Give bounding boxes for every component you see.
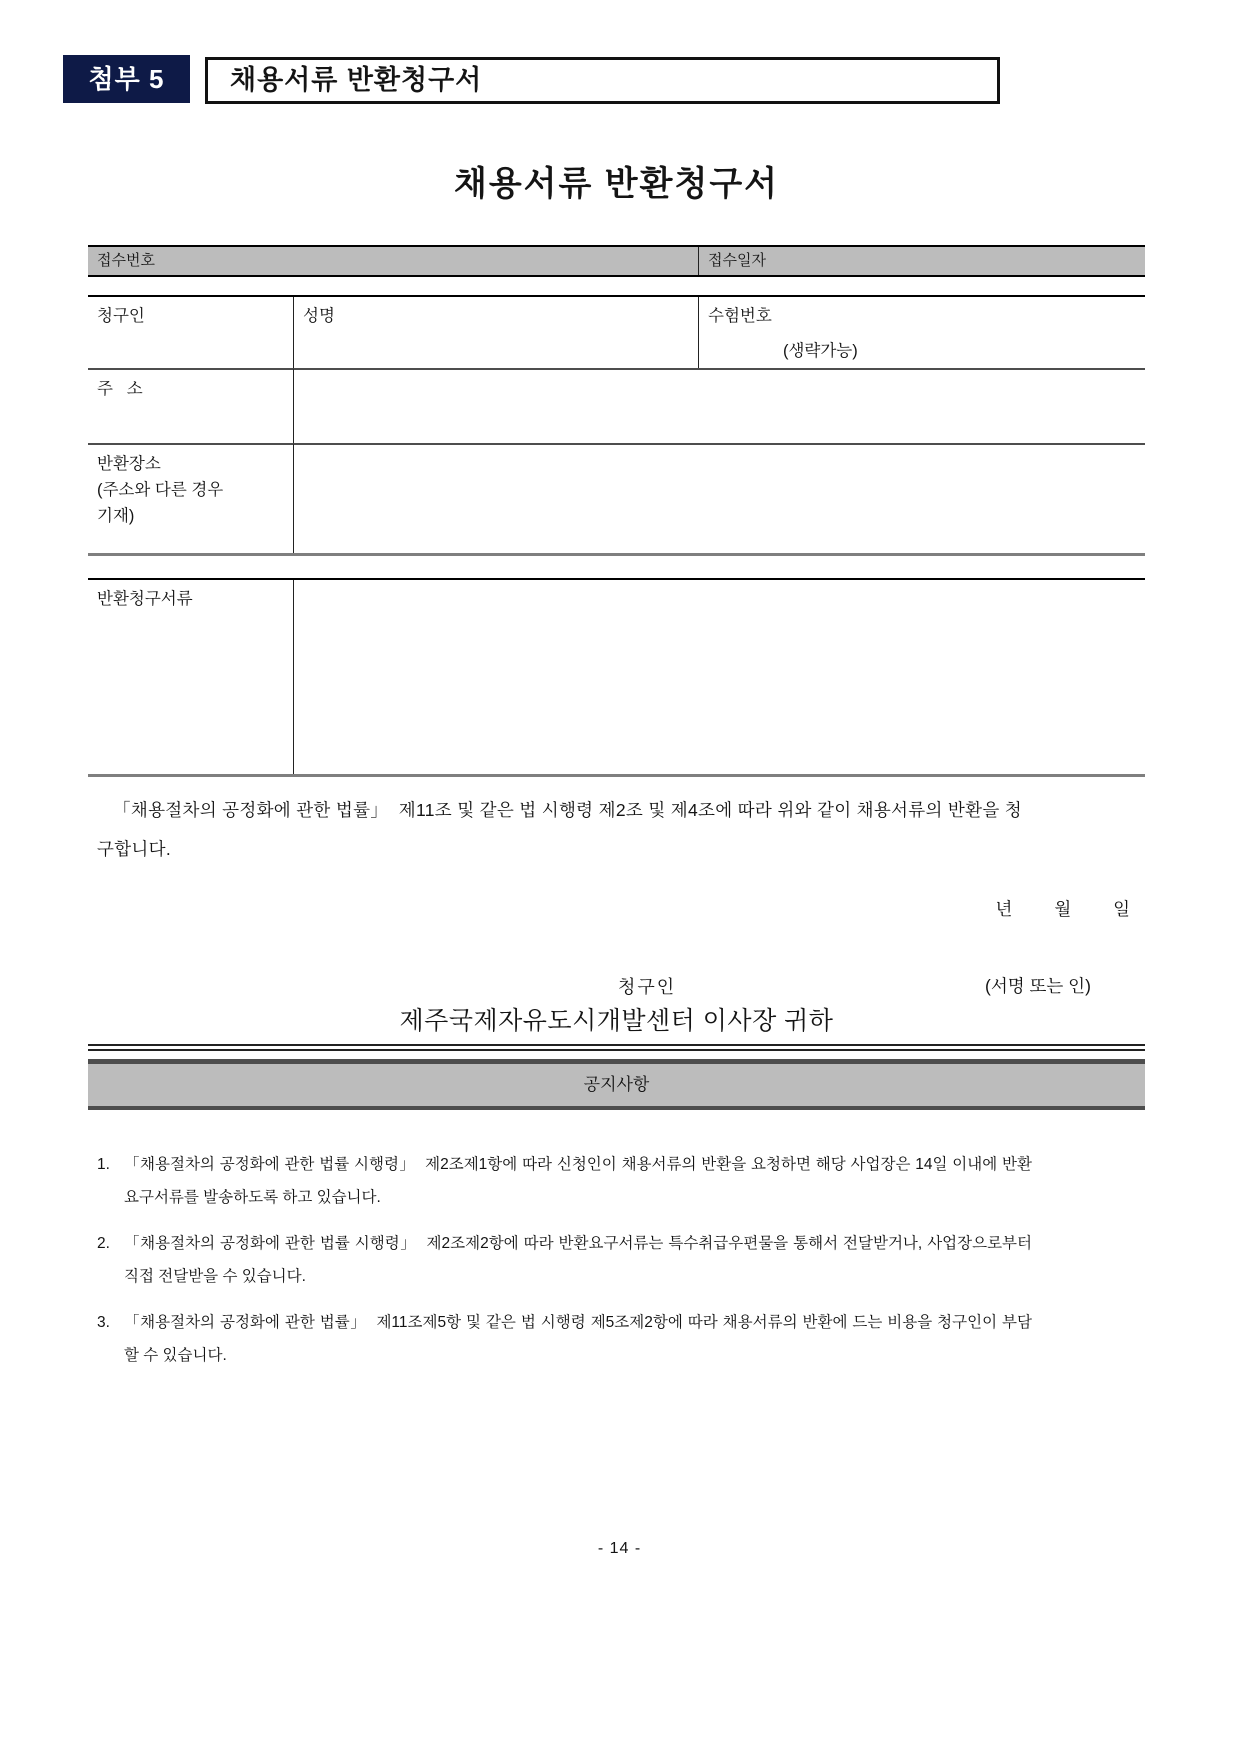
notice-item-text: 「채용절차의 공정화에 관한 법률」 제11조제5항 및 같은 법 시행령 제5조제2항에 따라 채용서류의 반환에 드는 비용을 청구인이 부담할 수 있습니다.: [124, 1314, 1032, 1364]
name-label: 성명: [303, 307, 335, 325]
declaration-text: 「채용절차의 공정화에 관한 법률」 제11조 및 같은 법 시행령 제2조 및 제4조에 따라 위와 같이 채용서류의 반환을 청구합니다.: [97, 800, 1022, 859]
notice-list: [97, 1148, 1032, 1385]
notice-item-number: 1.: [97, 1156, 110, 1173]
claimant-label-cell: [88, 297, 293, 368]
year-label: 년: [995, 899, 1013, 919]
form-title: 채용서류 반환청구서: [453, 165, 780, 203]
address-label-cell: [88, 368, 293, 443]
exam-number-optional-note: (생략가능): [783, 342, 858, 360]
attachment-badge-label: 첨부 5: [88, 64, 165, 94]
claimant-label: 청구인: [97, 307, 145, 325]
month-label: 월: [1054, 899, 1072, 919]
header-title-text: 채용서류 반환청구서: [230, 65, 483, 95]
address-input-area: [293, 368, 1145, 443]
exam-number-label: 수험번호: [708, 307, 772, 325]
documents-table: [88, 578, 1145, 777]
receipt-row: [88, 245, 1145, 277]
page-number: - 14 -: [597, 1540, 642, 1557]
address-label: 주 소: [97, 380, 143, 398]
return-place-note-line2: 기재): [97, 507, 135, 525]
double-rule-divider: [88, 1044, 1145, 1051]
notice-item: [97, 1227, 1032, 1293]
receipt-number-cell: [88, 247, 698, 275]
attachment-badge: [63, 55, 190, 103]
receipt-number-label: 접수번호: [97, 252, 155, 269]
notice-header: [88, 1059, 1145, 1110]
notice-item: [97, 1306, 1032, 1372]
header-title-box: [205, 57, 1000, 104]
date-line: [88, 896, 1130, 921]
notice-item: [97, 1148, 1032, 1214]
return-place-label-cell: [88, 443, 293, 553]
notice-item-text: 「채용절차의 공정화에 관한 법률 시행령」 제2조제2항에 따라 반환요구서류는 특수취급우편물을 통해서 전달받거나, 사업장으로부터 직접 전달받을 수 있습니다.: [124, 1235, 1032, 1285]
notice-item-text: 「채용절차의 공정화에 관한 법률 시행령」 제2조제1항에 따라 신청인이 채용서류의 반환을 요청하면 해당 사업장은 14일 이내에 반환요구서류를 발송하도록 하고 있습니다.: [124, 1156, 1032, 1206]
return-place-input-area: [293, 443, 1145, 553]
receipt-date-label: 접수일자: [708, 252, 766, 269]
recipient-line: 제주국제자유도시개발센터 이사장 귀하: [399, 1007, 834, 1035]
documents-label: 반환청구서류: [97, 590, 193, 608]
sign-or-seal-note: (서명 또는 인): [985, 976, 1091, 996]
signer-label: 청구인: [618, 977, 677, 997]
documents-label-cell: [88, 580, 293, 774]
notice-item-number: 2.: [97, 1235, 110, 1252]
return-place-note-line1: (주소와 다른 경우: [97, 481, 224, 499]
applicant-table: [88, 295, 1145, 556]
exam-number-cell: [698, 297, 1145, 368]
notice-item-number: 3.: [97, 1314, 110, 1331]
notice-title: 공지사항: [583, 1075, 650, 1094]
day-label: 일: [1113, 899, 1130, 919]
documents-input-area: [293, 580, 1145, 774]
name-cell: [293, 297, 698, 368]
receipt-date-cell: [698, 247, 1145, 275]
return-place-label: 반환장소: [97, 455, 161, 473]
